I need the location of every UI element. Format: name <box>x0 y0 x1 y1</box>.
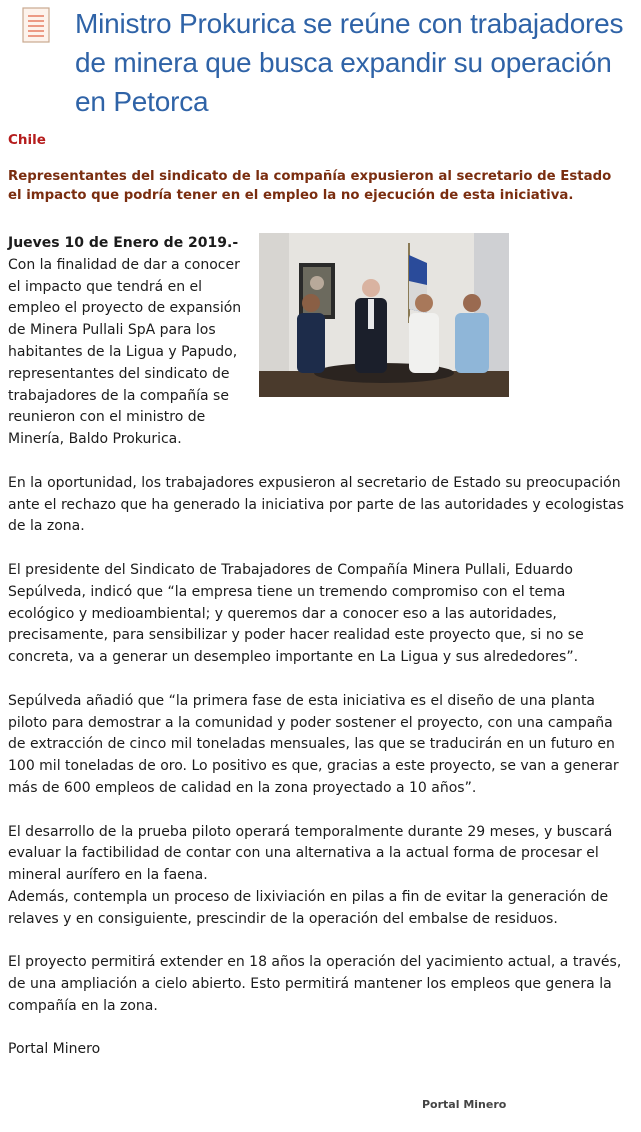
section-label: Chile <box>8 132 46 148</box>
body-paragraph: El proyecto permitirá extender en 18 años la operación del yacimiento actual, a través, de una ampliación a cielo abierto. Esto permitirá mantener los empleos que genera la compañía en la zona. <box>8 954 622 1014</box>
body-paragraph: En la oportunidad, los trabajadores expusieron al secretario de Estado su preocupación ante el rechazo que ha generado la iniciativa por parte de las autoridades y ecologistas de la zona. <box>8 474 624 535</box>
source-credit: Portal Minero <box>422 1098 507 1111</box>
article-signature: Portal Minero <box>8 1041 101 1058</box>
body-paragraph: Sepúlveda añadió que “la primera fase de esta iniciativa es el diseño de una planta piloto para demostrar a la comunidad y poder sostener el proyecto, con una campaña de extracción de cinco mil toneladas mensuales, las que se traducirán en un futuro en 100 mil toneladas de oro. Lo positivo es que, gracias a este proyecto, se van a generar más de 600 empleos de calidad en la zona proyectado a 10 años”. <box>8 692 619 796</box>
document-icon <box>22 7 50 43</box>
body-paragraph: El presidente del Sindicato de Trabajadores de Compañía Minera Pullali, Eduardo Sepúlveda, indicó que “la empresa tiene un tremendo compromiso con el tema ecológico y medioambiental; y queremos dar a conocer eso a las autoridades, precisamente, para sensibilizar y poder hacer realidad este proyecto que, si no se concreta, va a generar un desempleo importante en La Ligua y sus alrededores”. <box>8 561 584 666</box>
body-paragraph: El desarrollo de la prueba piloto operará temporalmente durante 29 meses, y buscará evaluar la factibilidad de contar con una alternativa a la actual forma de procesar el mineral aurífero en la faena. <box>8 823 613 884</box>
article-title: Ministro Prokurica se reúne con trabajadores de minera que busca expandir su operación en Petorca <box>75 8 624 117</box>
intro-block <box>8 233 252 451</box>
article-body <box>8 233 633 1061</box>
body-paragraph: Además, contempla un proceso de lixiviación en pilas a fin de evitar la generación de relaves y en consiguiente, prescindir de la operación del embalse de residuos. <box>8 888 609 927</box>
intro-paragraph: Con la finalidad de dar a conocer el impacto que tendrá en el empleo el proyecto de expansión de Minera Pullali SpA para los habitantes de la Ligua y Papudo, representantes del sindicato de trabajadores de la compañía se reunieron con el ministro de Minería, Baldo Prokurica. <box>8 256 242 448</box>
article-lead: Representantes del sindicato de la compañía expusieron al secretario de Estado el impacto que podría tener en el empleo la no ejecución de esta iniciativa. <box>8 169 612 203</box>
article-header <box>0 0 641 125</box>
article-date: Jueves 10 de Enero de 2019.- <box>8 235 239 251</box>
